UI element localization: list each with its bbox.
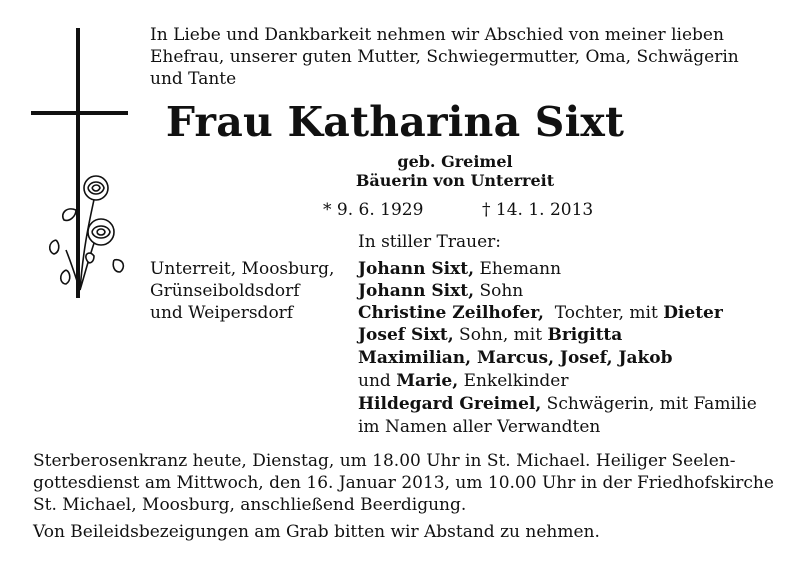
mourner-line: im Namen aller Verwandten — [358, 417, 601, 437]
condolence-note: Von Beileidsbezeigungen am Grab bitten wir Abstand zu nehmen. — [33, 522, 600, 542]
mourner-name: Brigitta — [547, 325, 623, 345]
mourner-name: Christine Zeilhofer, — [358, 303, 544, 323]
mourner-relation: Sohn — [474, 281, 524, 301]
occupation: Bäuerin von Unterreit — [355, 171, 555, 190]
mourner-relation: Ehemann — [474, 259, 562, 279]
place-line: und Weipersdorf — [150, 303, 294, 323]
mourner-relation: Enkelkinder — [458, 371, 569, 391]
mourner-line — [358, 325, 622, 345]
mourning-heading: In stiller Trauer: — [358, 232, 501, 252]
intro-line-3: und Tante — [150, 69, 237, 89]
service-line-2: gottesdienst am Mittwoch, den 16. Januar 2013, um 10.00 Uhr in der Friedhofskirche — [33, 473, 774, 493]
mourner-name: Hildegard Greimel, — [358, 394, 542, 414]
mourner-line — [358, 394, 757, 414]
mourner-name: Marie, — [396, 371, 459, 391]
intro-line-2: Ehefrau, unserer guten Mutter, Schwiegermutter, Oma, Schwägerin — [150, 47, 739, 67]
mourner-relation: Schwägerin, mit Familie — [541, 394, 757, 414]
service-line-3: St. Michael, Moosburg, anschließend Beerdigung. — [33, 495, 467, 515]
birth-date: * 9. 6. 1929 — [323, 200, 424, 220]
intro-line-1: In Liebe und Dankbarkeit nehmen wir Abschied von meiner lieben — [150, 25, 724, 45]
mourner-line — [358, 303, 723, 323]
mourner-name: Johann Sixt, — [358, 259, 475, 279]
intro-text — [150, 24, 770, 90]
mourner-name: Johann Sixt, — [358, 281, 475, 301]
service-line-1: Sterberosenkranz heute, Dienstag, um 18.00 Uhr in St. Michael. Heiliger Seelen- — [33, 451, 736, 471]
mourner-line — [358, 371, 569, 391]
deceased-name: Frau Katharina Sixt — [165, 98, 625, 146]
mourner-name: Josef Sixt, — [358, 325, 454, 345]
mourner-line — [358, 348, 673, 368]
place-line: Unterreit, Moosburg, — [150, 259, 335, 279]
mourner-line — [358, 281, 523, 301]
mourner-name: Dieter — [663, 303, 723, 323]
mourner-relation: Sohn, mit — [453, 325, 548, 345]
mourner-name: Maximilian, Marcus, Josef, Jakob — [358, 348, 673, 368]
place-line: Grünseiboldsdorf — [150, 281, 300, 301]
mourner-prefix: und — [358, 371, 397, 391]
mourner-line — [358, 259, 561, 279]
maiden-name: geb. Greimel — [397, 152, 513, 171]
mourner-relation: Tochter, mit — [543, 303, 664, 323]
death-date: † 14. 1. 2013 — [482, 200, 594, 220]
